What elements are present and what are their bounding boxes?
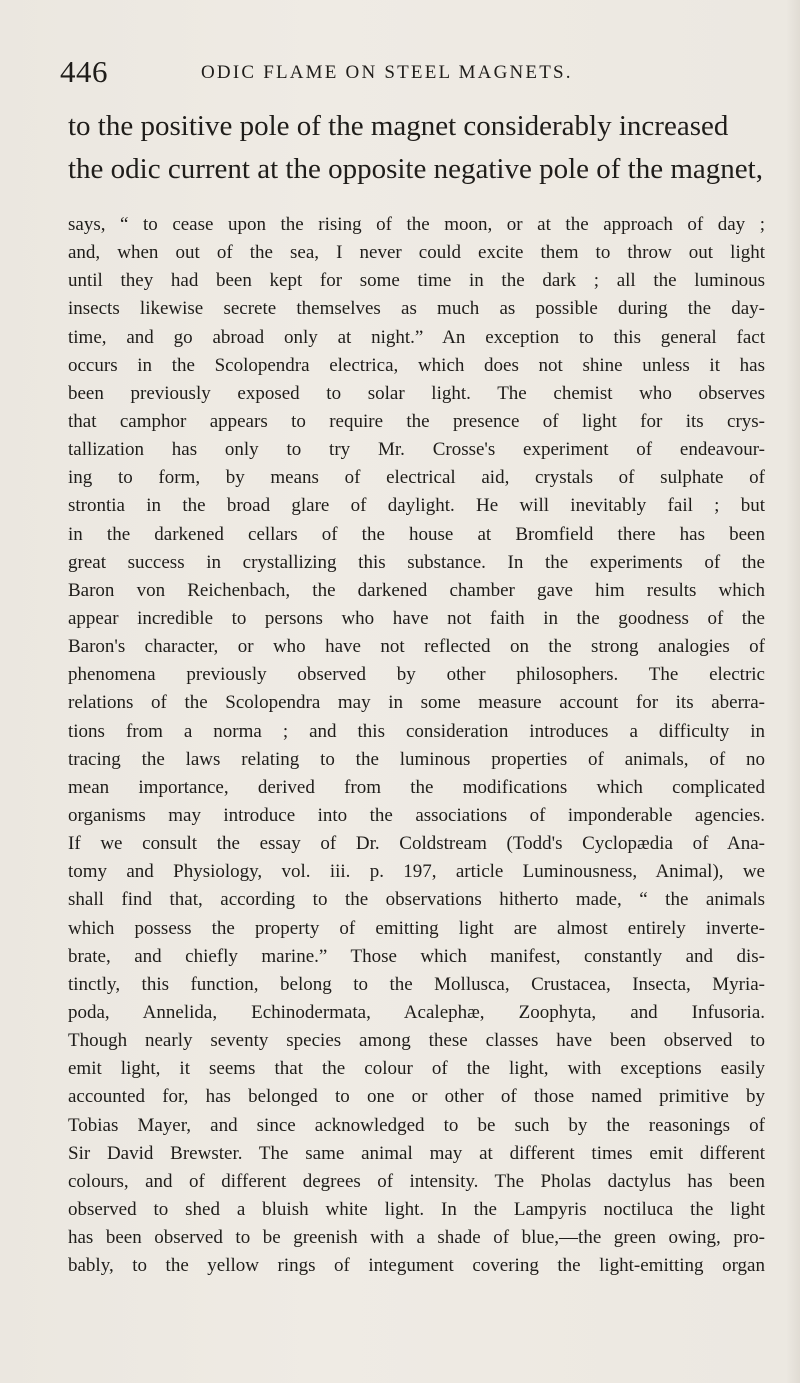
text-line: been previously exposed to solar light. The chemist who observes bbox=[68, 382, 765, 404]
text-line: which possess the property of emitting light are almost entirely inverte- bbox=[68, 917, 765, 939]
text-line: tallization has only to try Mr. Crosse's experiment of endeavour- bbox=[68, 439, 765, 461]
text-line: strontia in the broad glare of daylight. He will inevitably fail ; but bbox=[68, 495, 765, 517]
text-line: Baron von Reichenbach, the darkened chamber gave him results which bbox=[68, 579, 765, 601]
text-line: mean importance, derived from the modifications which complicated bbox=[68, 776, 765, 798]
text-line: accounted for, has belonged to one or other of those named primitive by bbox=[68, 1086, 765, 1108]
text-line: has been observed to be greenish with a shade of blue,—the green owing, pro- bbox=[68, 1227, 765, 1249]
lead-line: the odic current at the opposite negative pole of the magnet, bbox=[68, 153, 763, 185]
text-line: and, when out of the sea, I never could excite them to throw out light bbox=[68, 242, 765, 264]
text-line: great success in crystallizing this substance. In the experiments of the bbox=[68, 551, 765, 573]
text-line: occurs in the Scolopendra electrica, which does not shine unless it has bbox=[68, 354, 765, 376]
running-head: ODIC FLAME ON STEEL MAGNETS. bbox=[201, 62, 573, 83]
text-line: relations of the Scolopendra may in some measure account for its aberra- bbox=[68, 692, 765, 714]
text-line: that camphor appears to require the presence of light for its crys- bbox=[68, 410, 765, 432]
text-line: tinctly, this function, belong to the Mollusca, Crustacea, Insecta, Myria- bbox=[68, 973, 765, 995]
text-line: poda, Annelida, Echinodermata, Acalephæ, Zoophyta, and Infusoria. bbox=[68, 1001, 765, 1023]
text-line: Though nearly seventy species among these classes have been observed to bbox=[68, 1030, 765, 1052]
text-line: brate, and chiefly marine.” Those which manifest, constantly and dis- bbox=[68, 945, 765, 967]
lead-line: to the positive pole of the magnet considerably increased bbox=[68, 110, 729, 142]
text-line: observed to shed a bluish white light. In the Lampyris noctiluca the light bbox=[68, 1198, 765, 1220]
body-paragraph bbox=[68, 211, 765, 1280]
text-line: colours, and of different degrees of intensity. The Pholas dactylus has been bbox=[68, 1170, 765, 1192]
page-header bbox=[60, 52, 760, 92]
text-line: emit light, it seems that the colour of the light, with exceptions easily bbox=[68, 1058, 765, 1080]
text-line: until they had been kept for some time in the dark ; all the luminous bbox=[68, 270, 765, 292]
page-edge-shadow bbox=[786, 0, 800, 1383]
page-number: 446 bbox=[60, 54, 108, 89]
text-line: tions from a norma ; and this consideration introduces a difficulty in bbox=[68, 720, 765, 742]
text-line: If we consult the essay of Dr. Coldstream (Todd's Cyclopædia of Ana- bbox=[68, 833, 765, 855]
text-line: tomy and Physiology, vol. iii. p. 197, article Luminousness, Animal), we bbox=[68, 861, 765, 883]
text-line: phenomena previously observed by other philosophers. The electric bbox=[68, 664, 765, 686]
text-line: bably, to the yellow rings of integument covering the light-emitting organ bbox=[68, 1255, 765, 1277]
text-line: time, and go abroad only at night.” An exception to this general fact bbox=[68, 326, 765, 348]
lead-paragraph bbox=[68, 105, 768, 191]
text-line: appear incredible to persons who have not faith in the goodness of the bbox=[68, 607, 765, 629]
text-line: Sir David Brewster. The same animal may at different times emit different bbox=[68, 1142, 765, 1164]
text-line: tracing the laws relating to the luminous properties of animals, of no bbox=[68, 748, 765, 770]
text-line: ing to form, by means of electrical aid, crystals of sulphate of bbox=[68, 467, 765, 489]
text-line: Baron's character, or who have not reflected on the strong analogies of bbox=[68, 636, 765, 658]
text-line: says, “ to cease upon the rising of the moon, or at the approach of day ; bbox=[68, 214, 765, 235]
text-line: organisms may introduce into the associations of imponderable agencies. bbox=[68, 804, 765, 826]
text-line: Tobias Mayer, and since acknowledged to be such by the reasonings of bbox=[68, 1114, 765, 1136]
text-line: insects likewise secrete themselves as much as possible during the day- bbox=[68, 298, 765, 320]
text-line: shall find that, according to the observations hitherto made, “ the animals bbox=[68, 889, 765, 911]
text-line: in the darkened cellars of the house at Bromfield there has been bbox=[68, 523, 765, 545]
